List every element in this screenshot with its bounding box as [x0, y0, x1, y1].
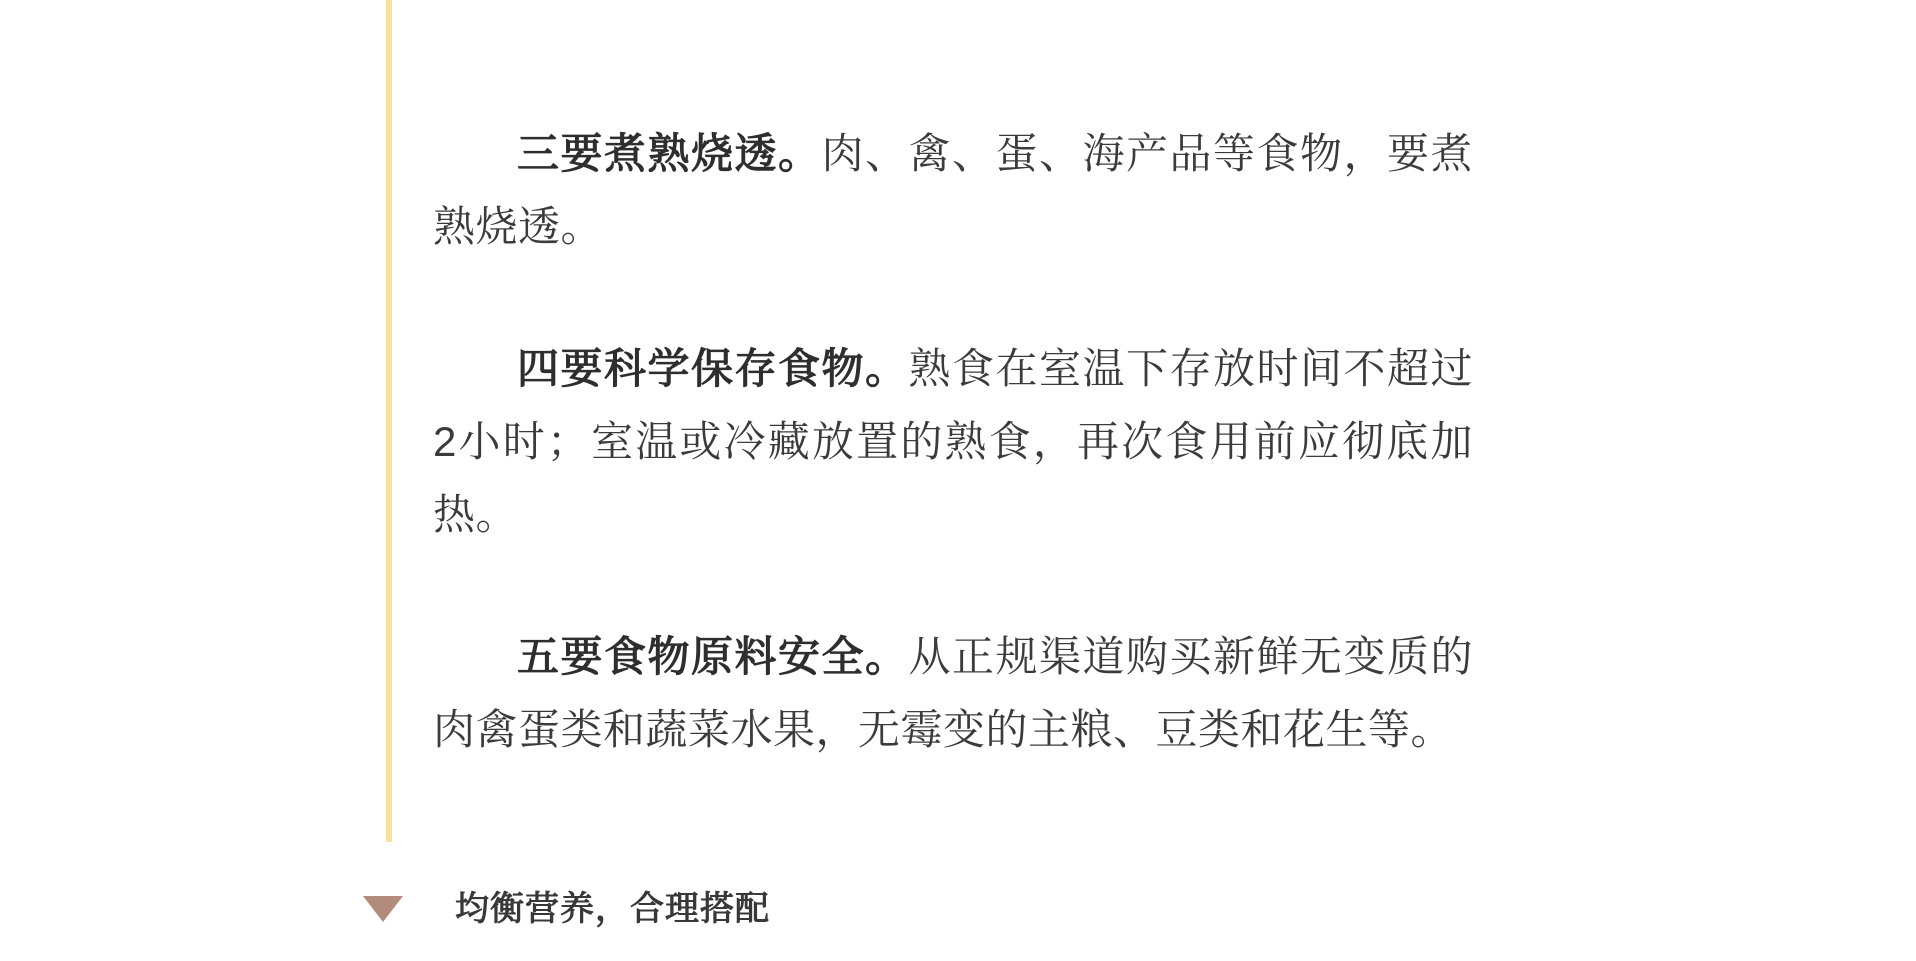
section-heading-row: [363, 889, 770, 929]
vertical-accent-line: [386, 0, 392, 842]
paragraph-lead: 四要科学保存食物。: [517, 345, 909, 392]
paragraph-lead: 三要煮熟烧透。: [517, 130, 822, 177]
paragraph: [433, 332, 1473, 551]
paragraph: [433, 620, 1473, 766]
article-body: [433, 117, 1473, 766]
paragraph-text: 从正规渠道购买新鲜无变质的肉禽蛋类和蔬菜水果，无霉变的主粮、豆类和花生等。: [433, 633, 1473, 753]
section-heading: 均衡营养，合理搭配: [455, 890, 770, 928]
paragraph: [433, 117, 1473, 263]
paragraph-text: 肉、禽、蛋、海产品等食物，要煮熟烧透。: [433, 130, 1473, 250]
paragraph-lead: 五要食物原料安全。: [517, 633, 909, 680]
paragraph-text: 熟食在室温下存放时间不超过2小时；室温或冷藏放置的熟食，再次食用前应彻底加热。: [433, 345, 1473, 538]
triangle-bullet-icon: [363, 896, 403, 922]
